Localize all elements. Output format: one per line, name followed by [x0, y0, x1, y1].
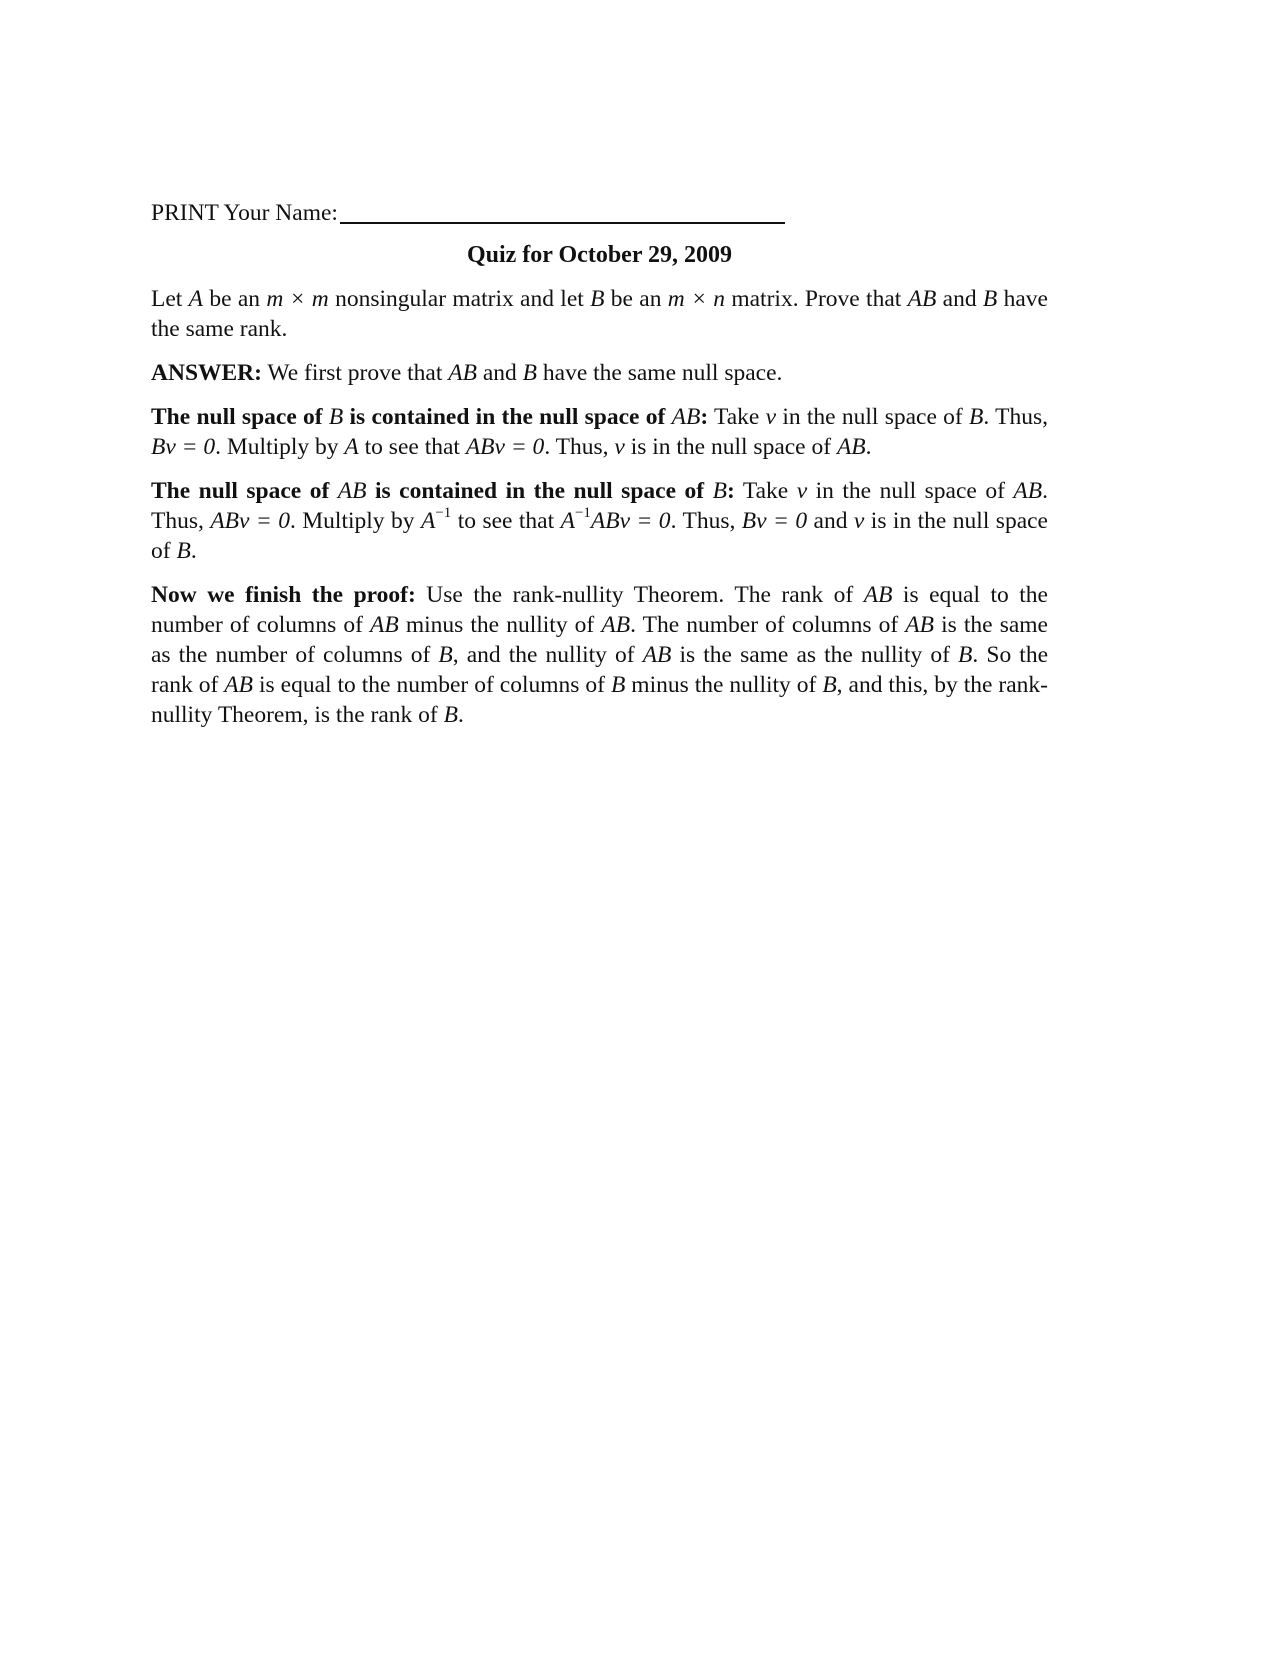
proof-part-2: The null space of AB is contained in the null space of B: Take v in the null space of AB. Thus, ABv = 0. Multiply by $A^{-1}$ to see that $A^{-1}ABv = 0$. Thus, Bv = 0 and v is in the null space of B. — [151, 478, 1049, 564]
proof-part-2-heading: The null space of AB is contained in the null space of B: — [151, 478, 735, 504]
problem-statement: Let A be an m × m nonsingular matrix and let B be an m × n matrix. Prove that AB and B have the same rank. — [151, 286, 1048, 342]
proof-part-3: Now we finish the proof: Use the rank-nullity Theorem. The rank of AB is equal to the number of columns of AB minus the nullity of AB. The number of columns of AB is the same as the number of columns of B, and the nullity of AB is the same as the nullity of B. So the rank of AB is equal to the number of columns of B minus the nullity of B, and this, by the rank-nullity Theorem, is the rank of B. — [151, 582, 1048, 728]
answer-intro: ANSWER: We first prove that AB and B have the same null space. — [151, 360, 783, 386]
name-label: PRINT Your Name: — [151, 200, 338, 226]
proof-part-1: The null space of B is contained in the null space of AB: Take v in the null space of B. Thus, Bv = 0. Multiply by A to see that ABv = 0. Thus, v is in the null space of AB. — [151, 404, 1049, 460]
answer-label: ANSWER: — [151, 360, 262, 386]
proof-part-3-heading: Now we finish the proof: — [151, 582, 416, 608]
name-underline[interactable] — [340, 198, 785, 224]
proof-part-1-heading: The null space of B is contained in the null space of AB: — [151, 404, 709, 430]
quiz-page — [151, 196, 1048, 744]
name-field-row — [151, 196, 1048, 228]
quiz-title: Quiz for October 29, 2009 — [466, 242, 733, 268]
